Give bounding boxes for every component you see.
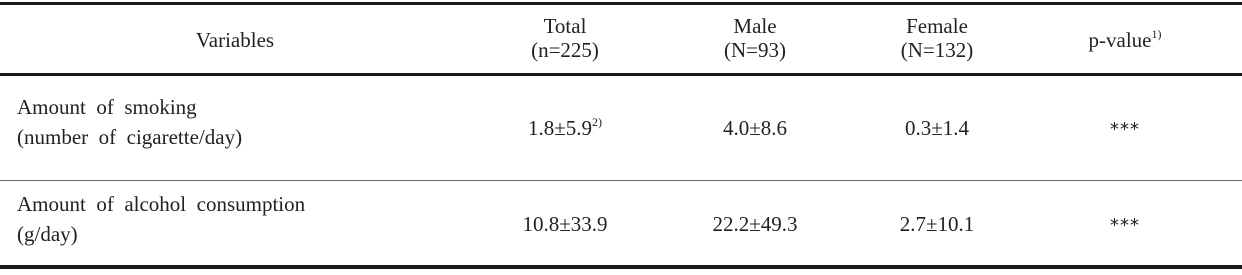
header-pvalue-footnote: 1) bbox=[1151, 27, 1162, 41]
row-smoking-total bbox=[480, 116, 650, 140]
header-total-label: Total bbox=[543, 14, 587, 38]
row-alcohol-female: 2.7±10.1 bbox=[899, 212, 975, 236]
row-alcohol-male: 22.2±49.3 bbox=[712, 212, 798, 236]
table-top-rule bbox=[0, 2, 1242, 5]
row-smoking-variable bbox=[17, 95, 242, 149]
header-male-label: Male bbox=[733, 14, 777, 38]
header-pvalue bbox=[1040, 28, 1210, 52]
row-alcohol-variable bbox=[17, 192, 305, 246]
row-smoking-male: 4.0±8.6 bbox=[722, 116, 788, 140]
row-smoking-variable-line2: (number of cigarette/day) bbox=[17, 125, 243, 149]
header-female-n: (N=132) bbox=[900, 38, 974, 62]
row-smoking-total-footnote: 2) bbox=[592, 115, 603, 129]
row-divider-rule bbox=[0, 180, 1242, 181]
header-male-n: (N=93) bbox=[724, 38, 786, 62]
header-male bbox=[670, 14, 840, 62]
row-alcohol-variable-line1: Amount of alcohol consumption bbox=[17, 192, 306, 216]
row-smoking-variable-line1: Amount of smoking bbox=[17, 95, 197, 119]
row-smoking-female: 0.3±1.4 bbox=[904, 116, 970, 140]
header-total bbox=[480, 14, 650, 62]
header-bottom-rule bbox=[0, 73, 1242, 76]
table-bottom-rule bbox=[0, 265, 1242, 269]
row-smoking-total-value: 1.8±5.9 bbox=[527, 116, 593, 140]
row-alcohol-total: 10.8±33.9 bbox=[522, 212, 608, 236]
header-total-n: (n=225) bbox=[531, 38, 599, 62]
row-alcohol-variable-line2: (g/day) bbox=[17, 222, 78, 246]
row-smoking-pvalue: *** bbox=[1110, 119, 1140, 140]
row-alcohol-pvalue: *** bbox=[1110, 215, 1140, 236]
header-female-label: Female bbox=[906, 14, 968, 38]
header-variables: Variables bbox=[195, 28, 275, 52]
header-pvalue-label: p-value bbox=[1088, 28, 1152, 52]
header-female bbox=[852, 14, 1022, 62]
